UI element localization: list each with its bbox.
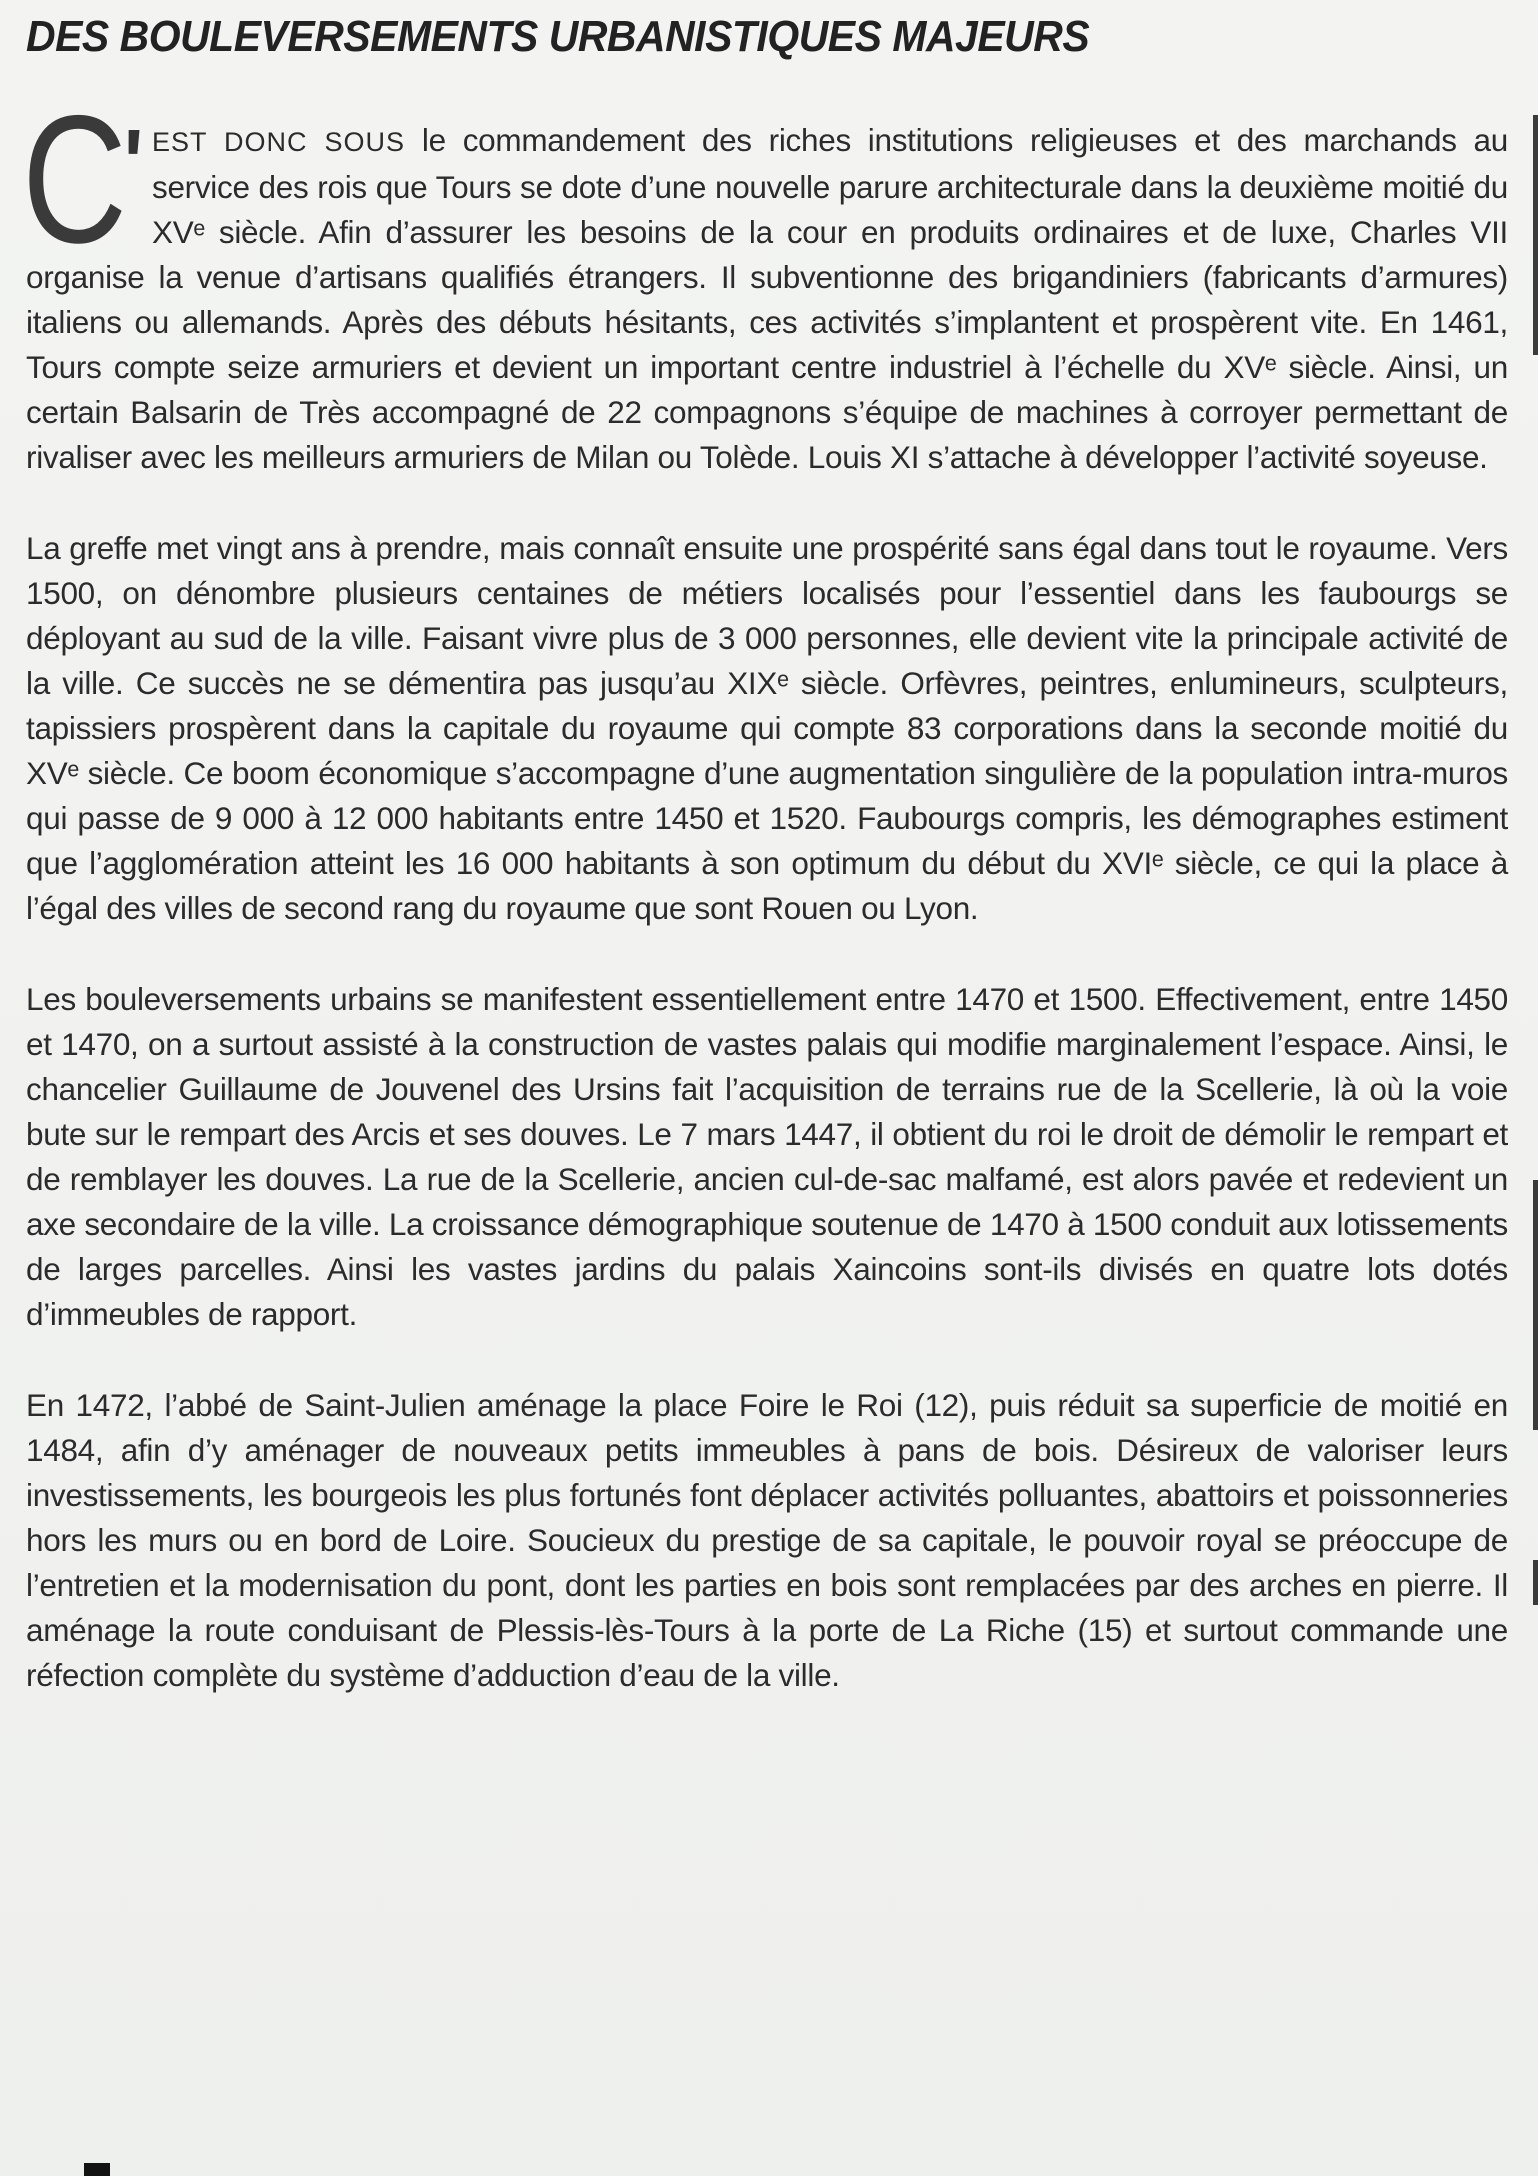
scan-corner-artifact (84, 2163, 110, 2176)
article-body (22, 77, 1508, 1698)
page-title: DES BOULEVERSEMENTS URBANISTIQUES MAJEURS (26, 12, 1090, 61)
scan-edge-artifact (1533, 1180, 1538, 1430)
paragraph-4: En 1472, l’abbé de Saint-Julien aménage la place Foire le Roi (12), puis réduit sa superficie de moitié en 1484, afin d’y aménager de nouveaux petits immeubles à pans de bois. Désireux de valoriser leurs investissements, les bourgeois les plus fortunés font déplacer activités polluantes, abattoirs et poissonneries hors les murs ou en bord de Loire. Soucieux du prestige de sa capitale, le pouvoir royal se préoccupe de l’entretien et la modernisation du pont, dont les parties en bois sont remplacées par des arches en pierre. Il aménage la route conduisant de Plessis-lès-Tours à la porte de La Riche (15) et surtout commande une réfection complète du système d’adduction d’eau de la ville. (26, 1387, 1508, 1693)
intro-text: le commandement des riches institutions religieuses et des marchands au service des rois que Tours se dote d’une nouvelle parure architecturale dans la deuxième moitié du XVᵉ siècle. Afin d’assurer les besoins de la cour en produits ordinaires et de luxe, Charles VII organise la venue d’artisans qualifiés étrangers. Il subventionne des brigandiniers (fabricants d’armures) italiens ou allemands. Après des débuts hésitants, ces activités s’implantent et prospèrent vite. En 1461, Tours compte seize armuriers et devient un important centre industriel à l’échelle du XVᵉ siècle. Ainsi, un certain Balsarin de Très accompagné de 22 compagnons s’équipe de machines à corroyer permettant de rivaliser avec les meilleurs armuriers de Milan ou Tolède. Louis XI s’attache à développer l’activité soyeuse. (26, 122, 1508, 475)
paragraph-intro (22, 77, 1508, 480)
dropcap-container (22, 77, 145, 281)
lead-in-smallcaps: EST DONC SOUS (152, 127, 405, 157)
paragraph-2: La greffe met vingt ans à prendre, mais connaît ensuite une prospérité sans égal dans tout le royaume. Vers 1500, on dénombre plusieurs centaines de métiers localisés pour l’essentiel dans les faubourgs se déployant au sud de la ville. Faisant vivre plus de 3 000 personnes, elle devient vite la principale activité de la ville. Ce succès ne se démentira pas jusqu’au XIXᵉ siècle. Orfèvres, peintres, enlumineurs, sculpteurs, tapissiers prospèrent dans la capitale du royaume qui compte 83 corporations dans la seconde moitié du XVᵉ siècle. Ce boom économique s’accompagne d’une augmentation singulière de la population intra-muros qui passe de 9 000 à 12 000 habitants entre 1450 et 1520. Faubourgs compris, les démographes estiment que l’agglomération atteint les 16 000 habitants à son optimum du début du XVIᵉ siècle, ce qui la place à l’égal des villes de second rang du royaume que sont Rouen ou Lyon. (26, 530, 1508, 926)
scan-edge-artifact (1533, 115, 1538, 355)
paragraph-3: Les bouleversements urbains se manifestent essentiellement entre 1470 et 1500. Effectivement, entre 1450 et 1470, on a surtout assisté à la construction de vastes palais qui modifie marginalement l’espace. Ainsi, le chancelier Guillaume de Jouvenel des Ursins fait l’acquisition de terrains rue de la Scellerie, là où la voie bute sur le rempart des Arcis et ses douves. Le 7 mars 1447, il obtient du roi le droit de démolir le rempart et de remblayer les douves. La rue de la Scellerie, ancien cul-de-sac malfamé, est alors pavée et redevient un axe secondaire de la ville. La croissance démographique soutenue de 1470 à 1500 conduit aux lotissements de larges parcelles. Ainsi les vastes jardins du palais Xaincoins sont-ils divisés en quatre lots dotés d’immeubles de rapport. (26, 981, 1508, 1332)
dropcap-apostrophe: ' (120, 110, 145, 217)
scan-edge-artifact (1533, 1560, 1538, 1605)
dropcap-letter: C (22, 77, 127, 281)
